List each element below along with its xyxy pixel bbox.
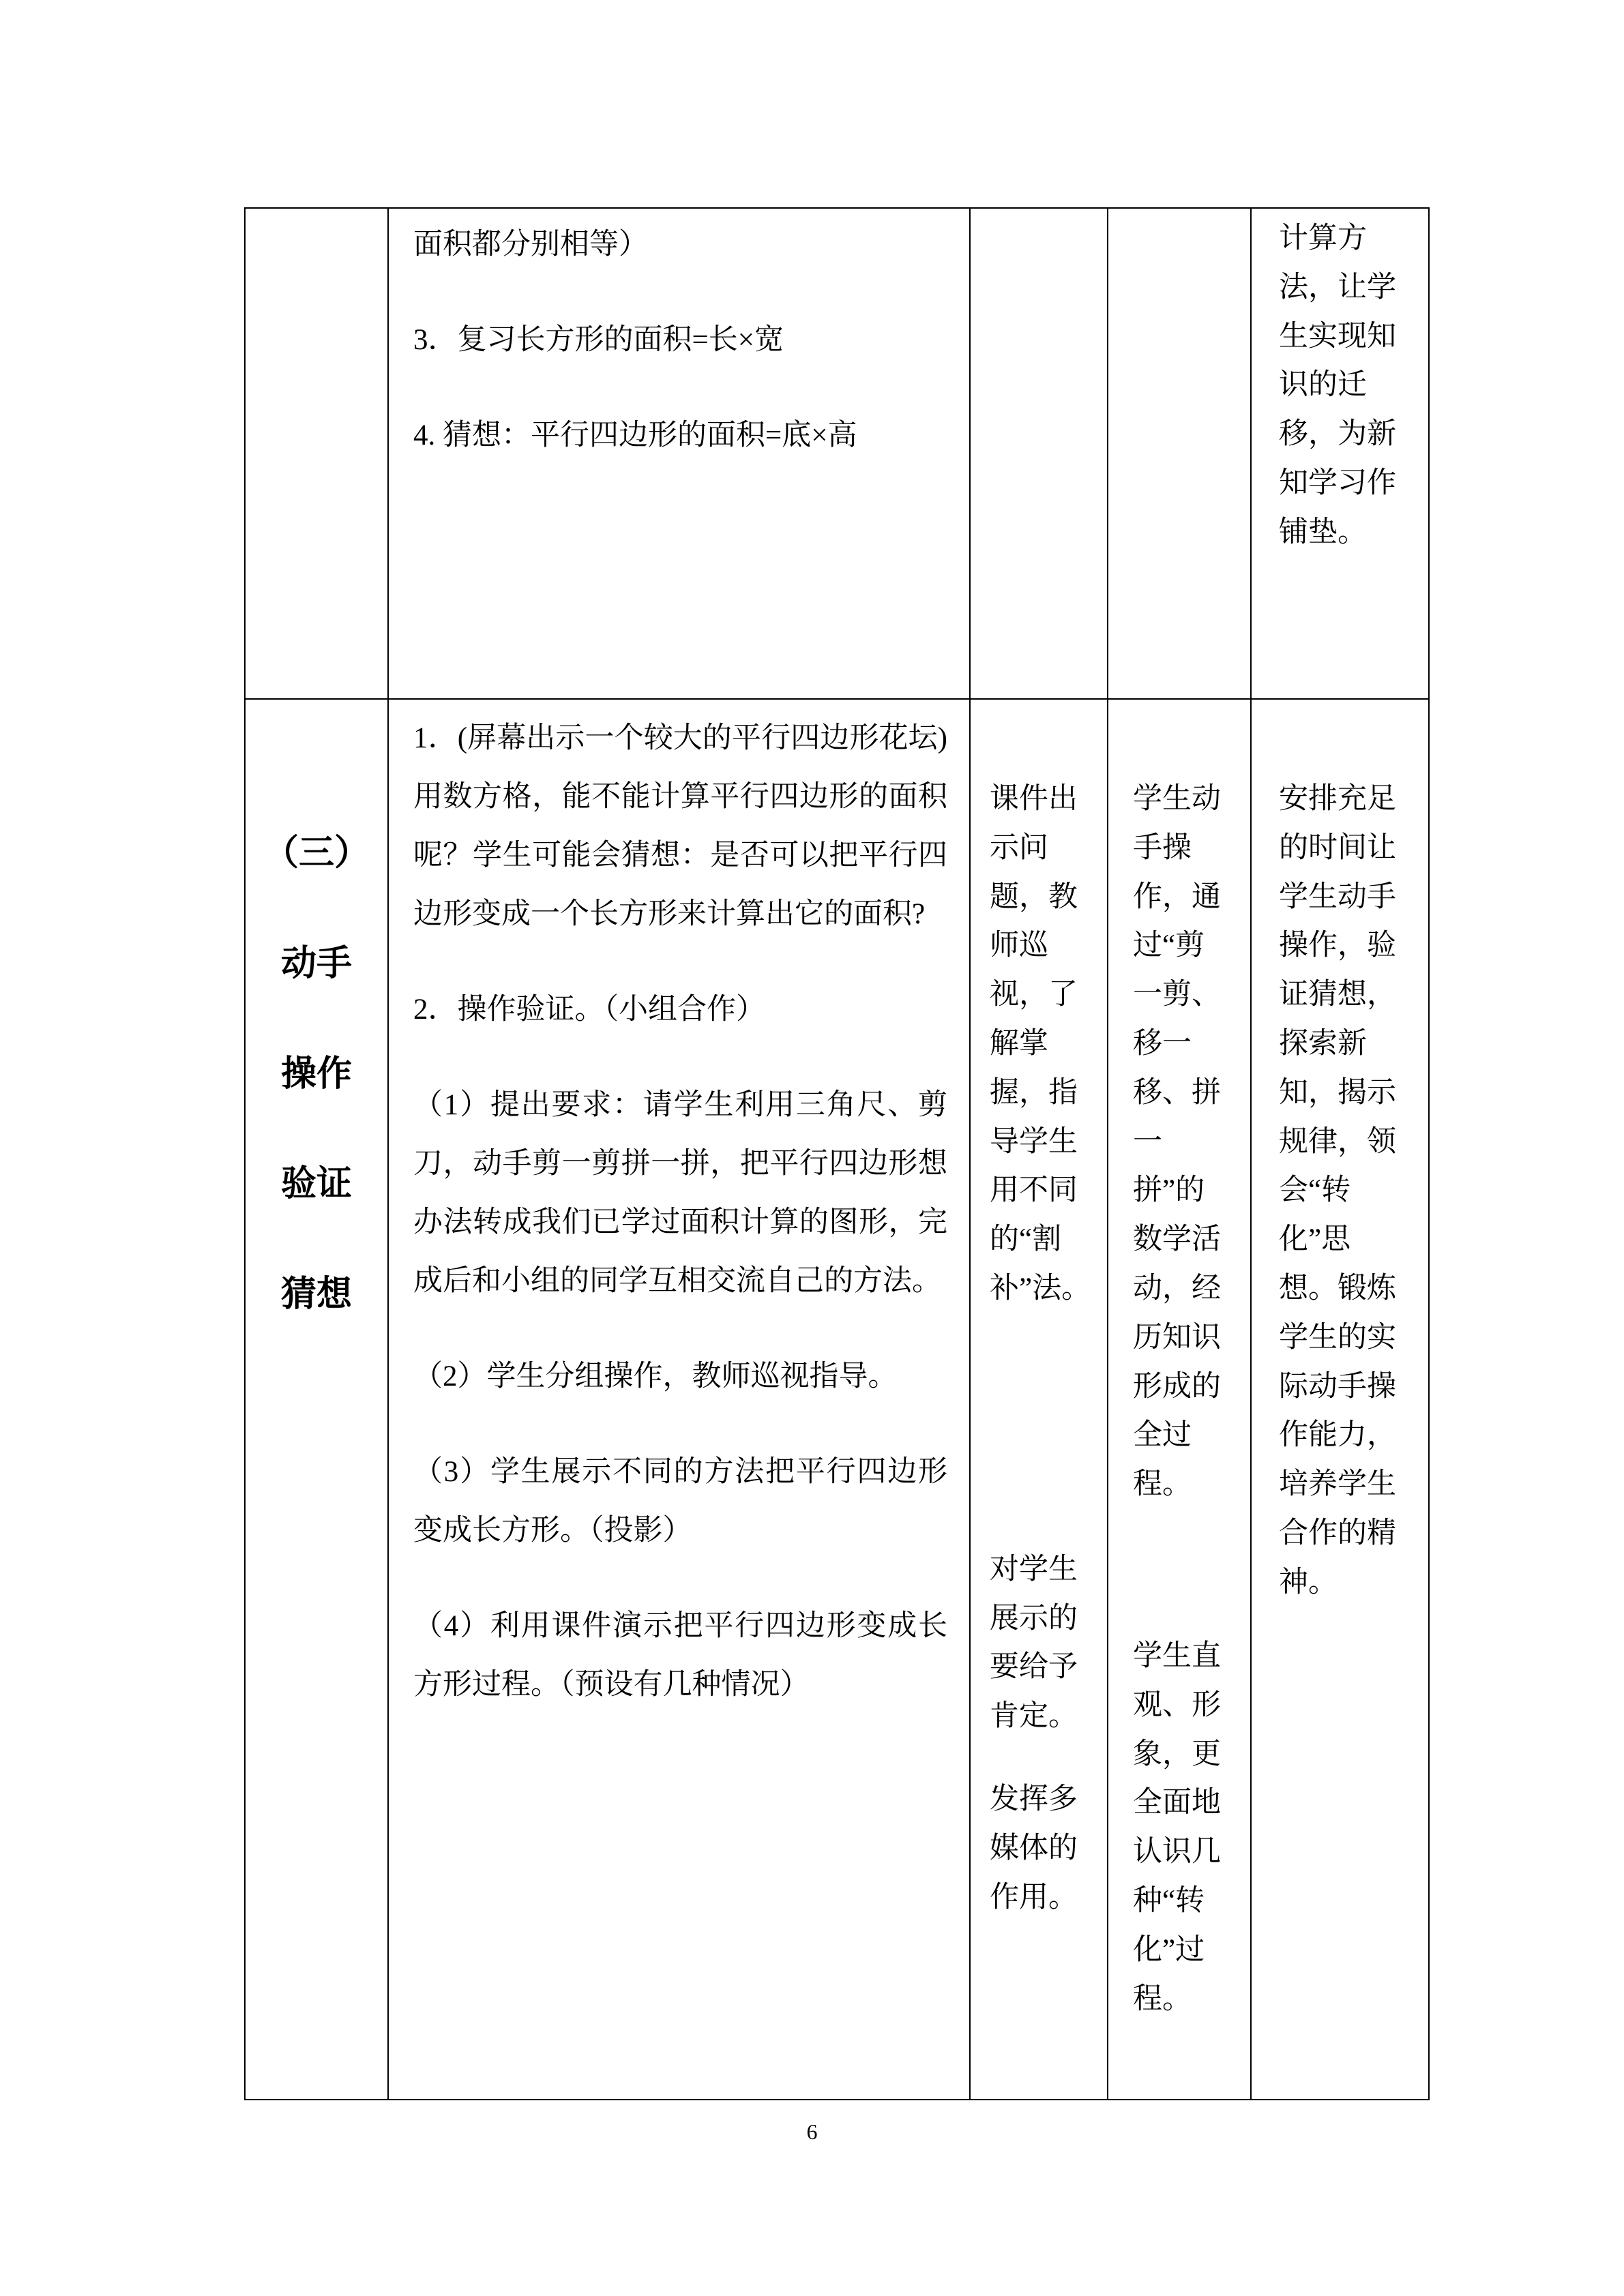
teaching-process-cell: [388, 208, 970, 699]
process-paragraph: （4）利用课件演示把平行四边形变成长方形过程。（预设有几种情况）: [413, 1610, 947, 1701]
stage-cell-empty: [245, 208, 388, 699]
student-activity-cell-empty: [1108, 208, 1251, 699]
teacher-activity-cell-empty: [970, 208, 1108, 699]
stage-line: 动手: [280, 944, 352, 983]
teacher-paragraph: 对学生展示的要给予肯定。: [990, 1553, 1078, 1733]
student-paragraph: 学生直观、形象，更全面地认识几种“转化”过程。: [1133, 1639, 1221, 2015]
process-paragraph: 面积都分别相等）: [413, 228, 648, 260]
intent-paragraph: 安排充足的时间让学生动手操作，验证猜想，探索新知，揭示规律，领会“转化”思想。锻炼学生的实际动手操作能力，培养学生合作的精神。: [1279, 783, 1396, 1598]
student-paragraph: 学生动手操作，通过“剪一剪、移一移、拼一拼”的数学活动，经历知识形成的全过程。: [1133, 783, 1221, 1501]
design-intent-cell: [1251, 208, 1429, 699]
stage-title: [246, 700, 387, 1315]
process-paragraph: 1．(屏幕出示一个较大的平行四边形花坛)用数方格，能不能计算平行四边形的面积呢？学生可能会猜想：是否可以把平行四边形变成一个长方形来计算出它的面积?: [413, 722, 947, 930]
process-paragraph: （2）学生分组操作，教师巡视指导。: [413, 1360, 898, 1392]
teacher-activity-cell: [970, 699, 1108, 2100]
stage-cell: [245, 699, 388, 2100]
intent-paragraph: 计算方法，让学生实现知识的迁移，为新知学习作铺垫。: [1279, 222, 1396, 548]
student-activity-cell: [1108, 699, 1251, 2100]
teacher-paragraph: 课件出示问题，教师巡视，了解掌握，指导学生用不同的“割补”法。: [990, 783, 1091, 1304]
teaching-process-cell: [388, 699, 970, 2100]
process-paragraph: （1）提出要求：请学生利用三角尺、剪刀，动手剪一剪拼一拼，把平行四边形想办法转成我们已学过面积计算的图形，完成后和小组的同学互相交流自己的方法。: [413, 1089, 947, 1297]
process-paragraph: 2．操作验证。（小组合作）: [413, 994, 765, 1026]
stage-line: 验证: [280, 1165, 352, 1204]
process-paragraph: 4. 猜想：平行四边形的面积=底×高: [413, 419, 857, 451]
stage-line: 操作: [280, 1054, 352, 1094]
design-intent-cell: [1251, 699, 1429, 2100]
stage-line: 猜想: [280, 1275, 352, 1315]
teacher-paragraph: 发挥多媒体的作用。: [990, 1783, 1078, 1913]
process-paragraph: 3．复习长方形的面积=长×宽: [413, 324, 784, 356]
process-paragraph: （3）学生展示不同的方法把平行四边形变成长方形。（投影）: [413, 1456, 947, 1547]
table-row-stage3: [245, 699, 1429, 2100]
page-number: 6: [806, 2119, 818, 2144]
table-row-continued: [245, 208, 1429, 699]
stage-line: （三）: [263, 834, 370, 873]
lesson-plan-table: [244, 207, 1430, 2100]
